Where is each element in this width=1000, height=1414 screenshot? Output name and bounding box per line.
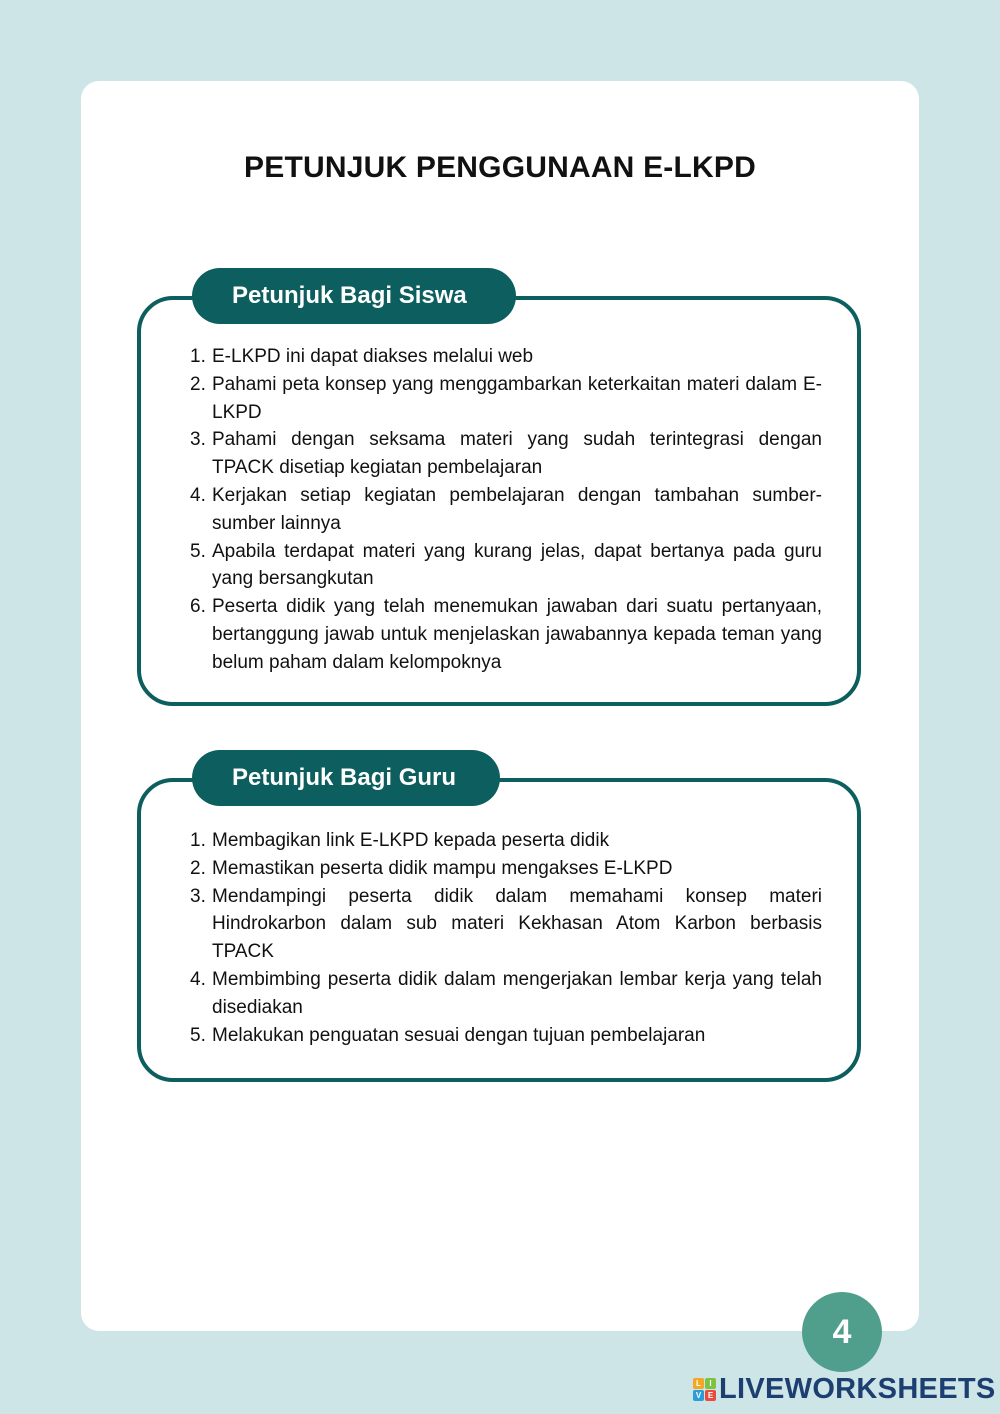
logo-letter: E [705,1390,716,1401]
step-number: 4. [190,968,206,990]
step-number: 2. [190,373,206,395]
brand-name: LIVEWORKSHEETS [719,1372,996,1405]
step-number: 4. [190,484,206,506]
list-item [190,827,822,855]
list-item [190,343,822,371]
step-text: Pahami dengan seksama materi yang sudah terintegrasi dengan TPACK disetiap kegiatan pembelajaran [212,429,822,479]
page-number-badge: 4 [802,1292,882,1372]
list-item [190,593,822,676]
step-number: 5. [190,1024,206,1046]
list-item [190,1022,822,1050]
step-text: Mendampingi peserta didik dalam memahami konsep materi Hindrokarbon dalam sub materi Kekhasan Atom Karbon berbasis TPACK [212,885,822,963]
step-text: Pahami peta konsep yang menggambarkan keterkaitan materi dalam E-LKPD [212,373,822,423]
page-card [81,81,919,1331]
step-text: E-LKPD ini dapat diakses melalui web [212,346,534,367]
step-number: 2. [190,857,206,879]
liveworksheets-brand[interactable] [693,1372,996,1406]
step-number: 3. [190,429,206,451]
siswa-panel-heading: Petunjuk Bagi Siswa [192,268,516,324]
siswa-steps-list [190,343,822,677]
step-number: 1. [190,346,206,367]
guru-panel-heading: Petunjuk Bagi Guru [192,750,500,806]
list-item [190,966,822,1022]
guru-steps-list [190,827,822,1049]
logo-letter: V [693,1390,704,1401]
step-text: Membimbing peserta didik dalam mengerjakan lembar kerja yang telah disediakan [212,968,822,1018]
step-number: 3. [190,885,206,907]
step-text: Apabila terdapat materi yang kurang jelas, dapat bertanya pada guru yang bersangkutan [212,540,822,590]
list-item [190,538,822,594]
list-item [190,883,822,966]
step-text: Kerjakan setiap kegiatan pembelajaran dengan tambahan sumber-sumber lainnya [212,484,822,534]
list-item [190,482,822,538]
logo-letter: I [705,1378,716,1389]
step-text: Peserta didik yang telah menemukan jawaban dari suatu pertanyaan, bertanggung jawab untuk menjelaskan jawabannya kepada teman yang belum paham dalam kelompoknya [212,596,822,673]
page-title: PETUNJUK PENGGUNAAN E-LKPD [244,151,756,184]
list-item [190,855,822,883]
liveworksheets-logo-icon [693,1378,716,1401]
list-item [190,426,822,482]
step-text: Melakukan penguatan sesuai dengan tujuan pembelajaran [212,1024,706,1046]
list-item [190,371,822,427]
step-number: 1. [190,830,206,851]
step-number: 5. [190,540,206,562]
step-text: Memastikan peserta didik mampu mengakses E-LKPD [212,857,673,879]
step-number: 6. [190,596,206,618]
step-text: Membagikan link E-LKPD kepada peserta didik [212,830,610,851]
logo-letter: L [693,1378,704,1389]
